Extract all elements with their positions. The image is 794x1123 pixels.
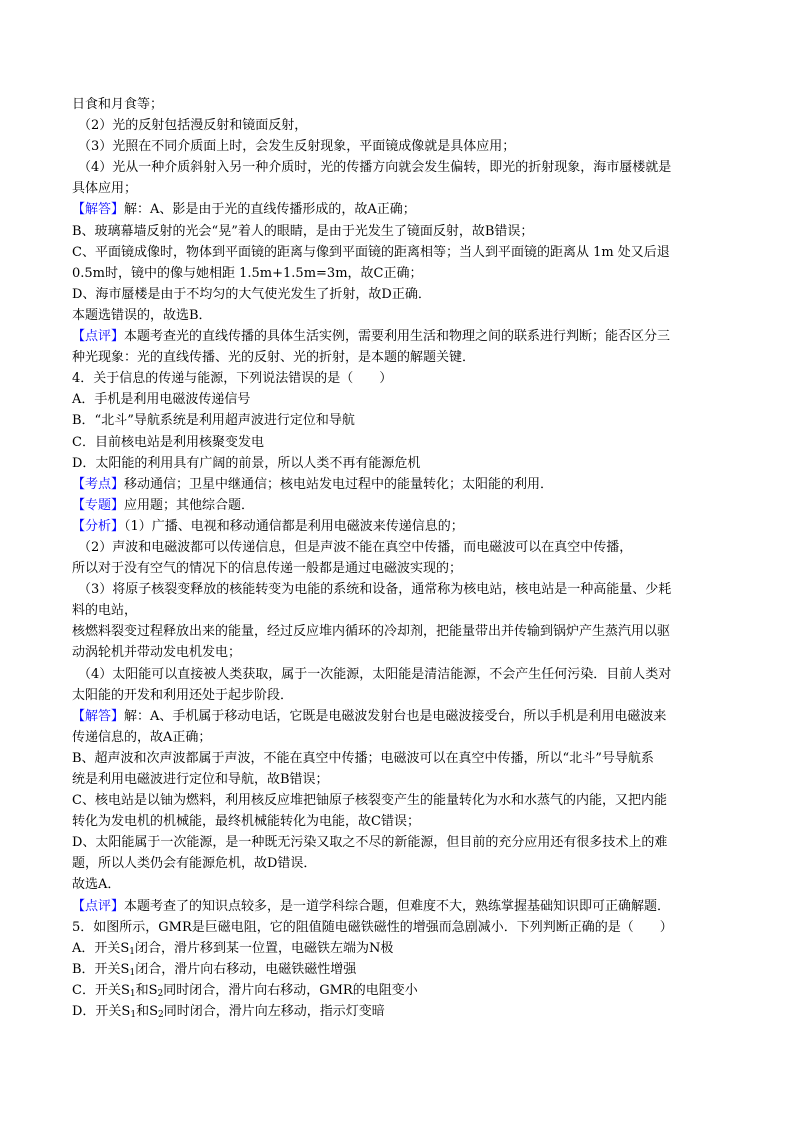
question-5-option-c xyxy=(72,980,732,1001)
text-line: 转化为发电机的机械能，最终机械能转化为电能，故C错误； xyxy=(72,814,420,830)
text-line: 0.5m时，镜中的像与她相距 1.5m+1.5m=3m，故C正确； xyxy=(72,265,423,281)
text-span: 闭合，滑片向右移动，电磁铁磁性增强 xyxy=(135,961,357,977)
text-span: 和S xyxy=(136,1004,158,1020)
text-line: B、超声波和次声波都属于声波，不能在真空中传播；电磁波可以在真空中传播，所以“北斗”号导航系 xyxy=(72,750,654,766)
comment-tag: 【点评】 xyxy=(72,329,125,345)
text-line: 题，所以人类仍会有能源危机，故D错误． xyxy=(72,856,317,872)
comment-tag: 【点评】 xyxy=(72,898,125,914)
question-4-option-c: C．目前核电站是利用核聚变发电 xyxy=(72,434,264,450)
subscript: 1 xyxy=(129,946,136,957)
text-line: 料的电站， xyxy=(72,603,138,619)
text-span: 应用题；其他综合题． xyxy=(124,497,255,513)
text-line: 所以对于没有空气的情况下的信息传递一般都是通过电磁波实现的； xyxy=(72,561,463,577)
text-line: 具体应用； xyxy=(72,181,138,197)
option-prefix: A．开关S xyxy=(72,940,130,956)
zhuanti-tag: 【专题】 xyxy=(72,497,125,513)
text-line: （3）光照在不同介质面上时，会发生反射现象，平面镜成像就是具体应用； xyxy=(78,139,516,155)
text-line: 本题选错误的，故选B． xyxy=(72,307,212,323)
subscript: 2 xyxy=(157,1010,164,1021)
question-4-option-a: A．手机是利用电磁波传递信号 xyxy=(72,392,251,408)
text-line: 统是利用电磁波进行定位和导航，故B错误； xyxy=(72,772,329,787)
text-line: 动涡轮机并带动发电机发电； xyxy=(72,645,242,661)
subscript: 1 xyxy=(129,967,136,978)
question-4-stem: 4．关于信息的传递与能源，下列说法错误的是（ ） xyxy=(72,371,393,387)
text-span: （1）广播、电视和移动通信都是利用电磁波来传递信息的； xyxy=(124,518,464,534)
text-line: 日食和月食等； xyxy=(72,97,164,112)
text-line: （4）太阳能可以直接被人类获取，属于一次能源，太阳能是清洁能源，不会产生任何污染．目前人类对 xyxy=(78,666,672,682)
question-5-stem: 5．如图所示，GMR是巨磁电阻，它的阻值随电磁铁磁性的增强而急剧减小．下列判断正确的是（ ） xyxy=(72,919,673,935)
question-5-option-a xyxy=(72,938,732,959)
option-prefix: B．开关S xyxy=(72,961,130,977)
text-line: （2）光的反射包括漫反射和镜面反射， xyxy=(78,118,308,134)
text-span: 同时闭合，滑片向右移动，GMR的电阻变小 xyxy=(163,982,418,998)
text-line: （2）声波和电磁波都可以传递信息，但是声波不能在真空中传播，而电磁波可以在真空中传播， xyxy=(78,539,633,555)
text-line: 传递信息的，故A正确； xyxy=(72,729,212,745)
text-line: C、平面镜成像时，物体到平面镜的距离与像到平面镜的距离相等；当人到平面镜的距离从 1m 处又后退 xyxy=(72,244,670,260)
text-line: 核燃料裂变过程释放出来的能量，经过反应堆内循环的冷却剂，把能量带出并传输到锅炉产生蒸汽用以驱 xyxy=(72,624,671,640)
text-line: C、核电站是以铀为燃料，利用核反应堆把铀原子核裂变产生的能量转化为水和水蒸气的内能，又把内能 xyxy=(72,793,667,809)
answer-tag: 【解答】 xyxy=(72,708,125,724)
text-span: 和S xyxy=(135,982,158,998)
text-line: （3）将原子核裂变释放的核能转变为电能的系统和设备，通常称为核电站，核电站是一种高能量、少耗 xyxy=(78,582,672,598)
text-line: 太阳能的开发和利用还处于起步阶段． xyxy=(72,687,294,703)
kaodian-line xyxy=(72,474,732,495)
answer-tag: 【解答】 xyxy=(72,202,125,218)
subscript: 2 xyxy=(157,988,164,999)
text-span: 本题考查光的直线传播的具体生活实例，需要利用生活和物理之间的联系进行判断；能否区分三 xyxy=(124,329,671,345)
subscript: 1 xyxy=(130,1010,137,1021)
text-span: 本题考查了的知识点较多，是一道学科综合题，但难度不大，熟练掌握基础知识即可正确解题． xyxy=(124,898,671,914)
comment-line xyxy=(72,326,732,347)
comment-line xyxy=(72,896,732,917)
text-span: 闭合，滑片移到某一位置，电磁铁左端为N极 xyxy=(135,940,394,956)
text-line: D、海市蜃楼是由于不均匀的大气使光发生了折射，故D正确． xyxy=(72,286,431,302)
question-4-option-b: B．“北斗”导航系统是利用超声波进行定位和导航 xyxy=(72,413,355,429)
text-line: （4）光从一种介质斜射入另一种介质时，光的传播方向就会发生偏转，即光的折射现象，海市蜃楼就是 xyxy=(78,160,672,176)
answer-line xyxy=(72,706,732,727)
analysis-tag: 【分析】 xyxy=(72,518,125,534)
question-5-option-d xyxy=(72,1001,732,1022)
subscript: 1 xyxy=(129,988,136,999)
answer-line xyxy=(72,199,732,220)
text-span: 同时闭合，滑片向左移动，指示灯变暗 xyxy=(163,1004,385,1020)
document-body xyxy=(72,94,732,1022)
text-line: B、玻璃幕墙反射的光会“晃”着人的眼睛，是由于光发生了镜面反射，故B错误； xyxy=(72,223,534,239)
kaodian-tag: 【考点】 xyxy=(72,476,125,492)
text-span: 解：A、手机属于移动电话，它既是电磁波发射台也是电磁波接受台，所以手机是利用电磁波来 xyxy=(124,708,667,724)
text-line: 故选A． xyxy=(72,877,121,893)
text-line: D、太阳能属于一次能源，是一种既无污染又取之不尽的新能源，但目前的充分应用还有很多技术上的难 xyxy=(72,835,668,851)
question-4-option-d: D．太阳能的利用具有广阔的前景，所以人类不再有能源危机 xyxy=(72,455,421,471)
text-span: 移动通信；卫星中继通信；核电站发电过程中的能量转化；太阳能的利用． xyxy=(124,476,554,492)
analysis-line xyxy=(72,516,732,537)
text-line: 种光现象：光的直线传播、光的反射、光的折射，是本题的解题关键． xyxy=(72,350,476,366)
zhuanti-line xyxy=(72,495,732,516)
text-span: 解：A、影是由于光的直线传播形成的，故A正确； xyxy=(124,202,416,218)
option-prefix: D．开关S xyxy=(72,1004,131,1020)
question-5-option-b xyxy=(72,959,732,980)
option-prefix: C．开关S xyxy=(72,982,130,998)
